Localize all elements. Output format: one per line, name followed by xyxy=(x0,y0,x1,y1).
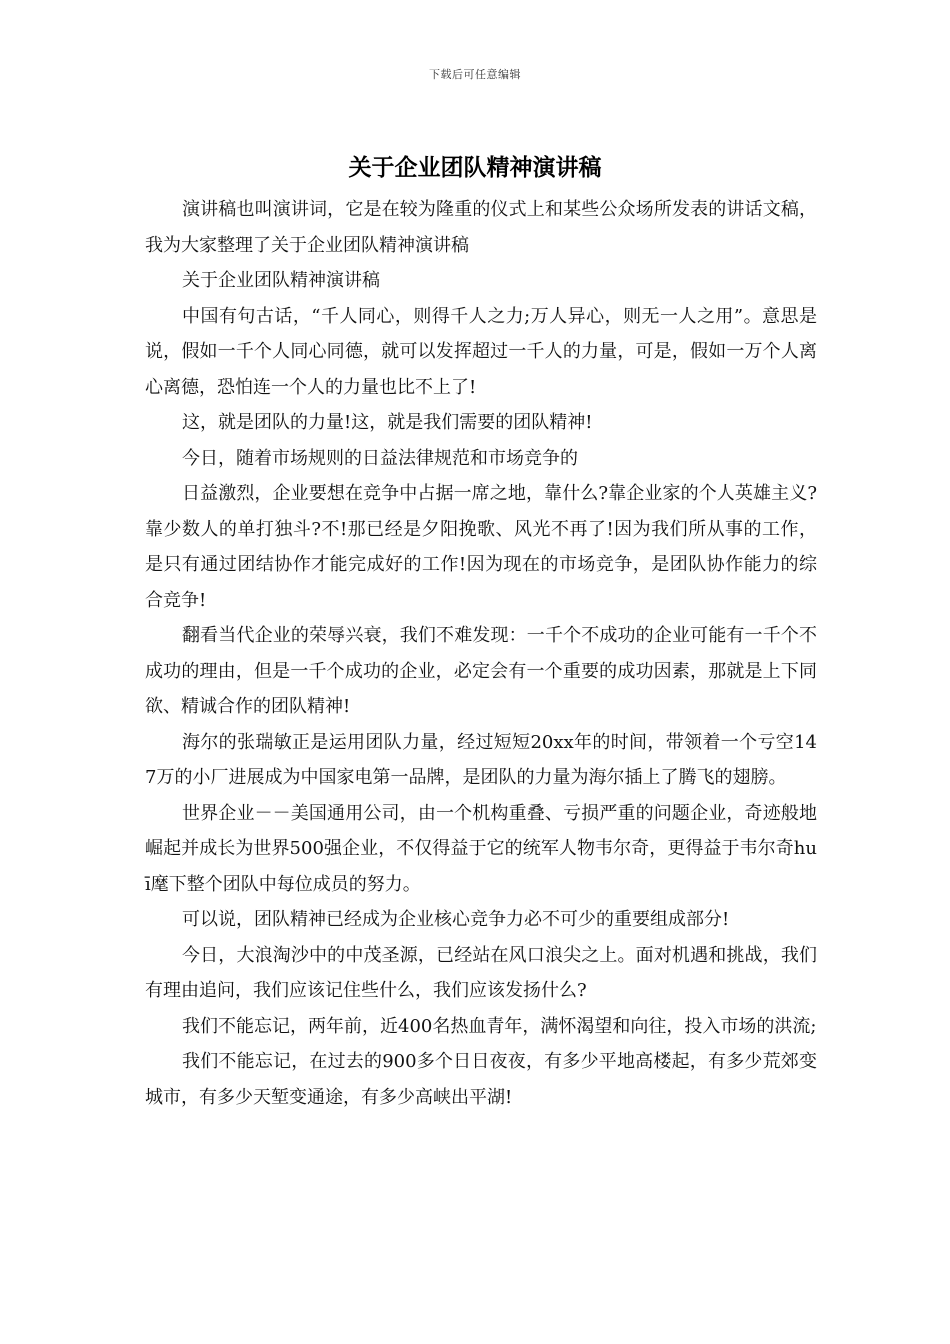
paragraph: 中国有句古话，“千人同心，则得千人之力;万人异心，则无一人之用”。意思是说，假如一千个人同心同德，就可以发挥超过一千人的力量，可是，假如一万个人离心离德，恐怕连一个人的力量也比不上了! xyxy=(145,305,817,398)
paragraph: 可以说，团队精神已经成为企业核心竞争力必不可少的重要组成部分! xyxy=(182,909,730,930)
document-title: 关于企业团队精神演讲稿 xyxy=(348,154,602,181)
paragraph: 翻看当代企业的荣辱兴衰，我们不难发现：一千个不成功的企业可能有一千个不成功的理由，但是一千个成功的企业，必定会有一个重要的成功因素，那就是上下同欲、精诚合作的团队精神! xyxy=(145,625,817,717)
document-body xyxy=(145,192,817,1115)
header-note: 下载后可任意编辑 xyxy=(429,68,521,81)
paragraph: 这，就是团队的力量!这，就是我们需要的团队精神! xyxy=(182,412,593,433)
paragraph: 世界企业－－美国通用公司，由一个机构重叠、亏损严重的问题企业，奇迹般地崛起并成长为世界500强企业，不仅得益于它的统军人物韦尔奇，更得益于韦尔奇huī麾下整个团队中每位成员的努力。 xyxy=(145,802,817,895)
paragraph: 演讲稿也叫演讲词，它是在较为隆重的仪式上和某些公众场所发表的讲话文稿，我为大家整理了关于企业团队精神演讲稿 xyxy=(145,199,817,256)
paragraph: 今日，大浪淘沙中的中茂圣源，已经站在风口浪尖之上。面对机遇和挑战，我们有理由追问，我们应该记住些什么，我们应该发扬什么? xyxy=(145,944,817,1001)
paragraph: 今日，随着市场规则的日益法律规范和市场竞争的 xyxy=(182,447,578,469)
paragraph: 海尔的张瑞敏正是运用团队力量，经过短短20xx年的时间，带领着一个亏空147万的小厂进展成为中国家电第一品牌，是团队的力量为海尔插上了腾飞的翅膀。 xyxy=(145,731,817,788)
paragraph: 我们不能忘记，两年前，近400名热血青年，满怀渴望和向往，投入市场的洪流; xyxy=(182,1015,817,1037)
paragraph: 日益激烈，企业要想在竞争中占据一席之地，靠什么?靠企业家的个人英雄主义?靠少数人的单打独斗?不!那已经是夕阳挽歌、风光不再了!因为我们所从事的工作，是只有通过团结协作才能完成好的工作!因为现在的市场竞争，是团队协作能力的综合竞争! xyxy=(145,483,817,611)
paragraph: 我们不能忘记，在过去的900多个日日夜夜，有多少平地高楼起，有多少荒郊变城市，有多少天堑变通途，有多少高峡出平湖! xyxy=(145,1051,817,1108)
paragraph: 关于企业团队精神演讲稿 xyxy=(182,270,380,291)
